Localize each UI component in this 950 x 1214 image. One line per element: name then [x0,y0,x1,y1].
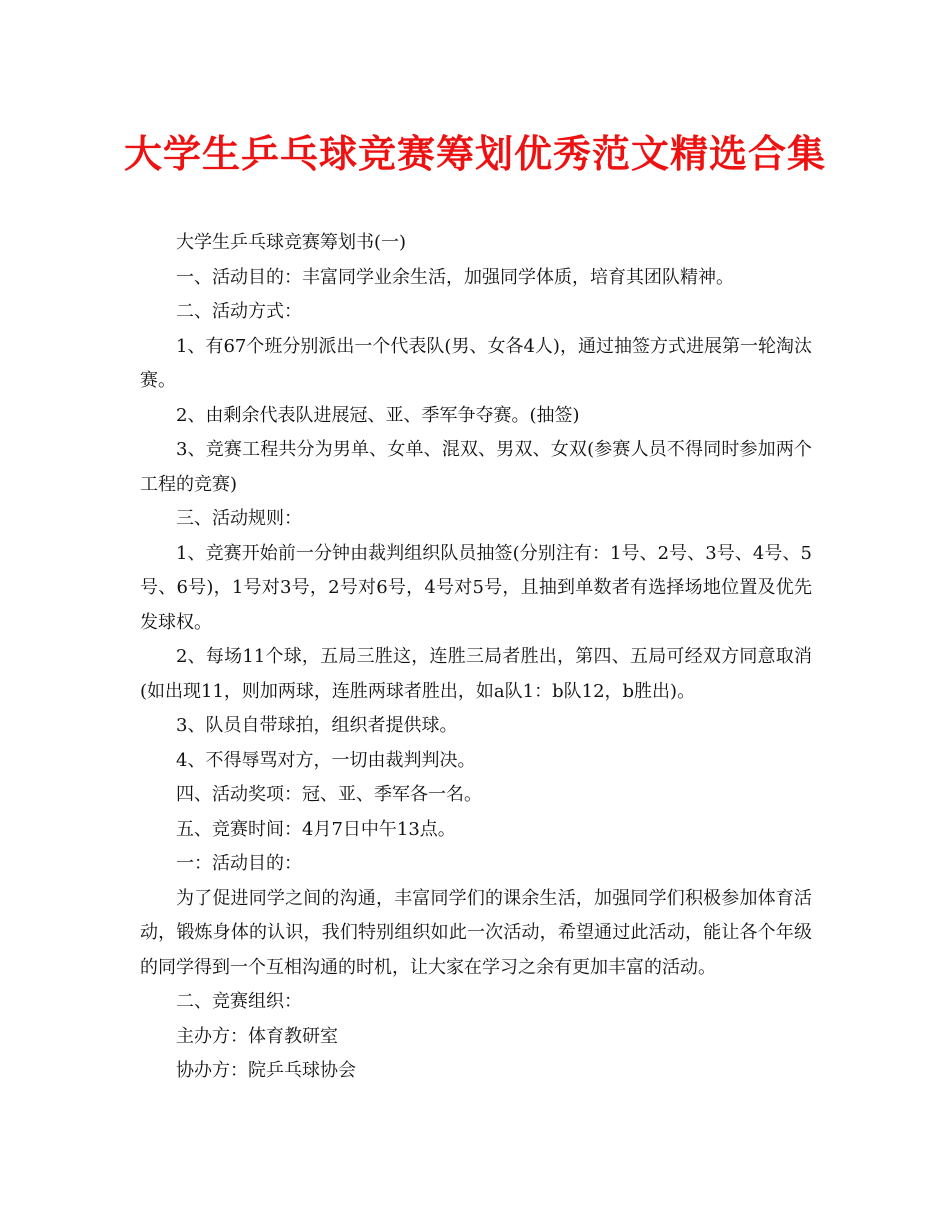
paragraph-format-heading: 二、活动方式： [176,301,302,322]
paragraph-rule-4: 4、不得辱骂对方，一切由裁判判决。 [176,749,476,771]
paragraph-host: 主办方：体育教研室 [176,1025,338,1047]
paragraph-rule-2: 2、每场11个球，五局三胜这，连胜三局者胜出，第四、五局可经双方同意取消(如出现11，则加两球，连胜两球者胜出，如a队1：b队12，b胜出)。 [140,646,812,702]
paragraph-format-2: 2、由剩余代表队进展冠、亚、季军争夺赛。(抽签) [176,404,580,426]
paragraph-purpose-heading-2: 一：活动目的： [176,853,302,874]
paragraph-co-host: 协办方：院乒乓球协会 [176,1060,356,1081]
document-title: 大学生乒乓球竞赛筹划优秀范文精选合集 [123,131,826,176]
paragraph-subtitle: 大学生乒乓球竞赛筹划书(一) [176,232,407,253]
paragraph-purpose-text-2: 为了促进同学之间的沟通，丰富同学们的课余生活，加强同学们积极参加体育活动，锻炼身体的认识，我们特别组织如此一次活动，希望通过此活动，能让各个年级的同学得到一个互相沟通的时机，让大家在学习之余有更加丰富的活动。 [140,887,812,978]
paragraph-format-1: 1、有67个班分别派出一个代表队(男、女各4人)，通过抽签方式进展第一轮淘汰赛。 [140,335,812,391]
paragraph-awards: 四、活动奖项：冠、亚、季军各一名。 [176,784,482,805]
document-body [140,226,812,1089]
paragraph-format-3: 3、竞赛工程共分为男单、女单、混双、男双、女双(参赛人员不得同时参加两个工程的竞赛) [140,439,812,495]
paragraph-time: 五、竞赛时间：4月7日中午13点。 [176,818,456,840]
paragraph-rules-heading: 三、活动规则： [176,508,302,529]
paragraph-purpose: 一、活动目的：丰富同学业余生活，加强同学体质，培育其团队精神。 [176,266,734,288]
paragraph-rule-3: 3、队员自带球拍，组织者提供球。 [176,715,458,736]
paragraph-rule-1: 1、竞赛开始前一分钟由裁判组织队员抽签(分别注有：1号、2号、3号、4号、5号、6号)，1号对3号，2号对6号，4号对5号，且抽到单数者有选择场地位置及优先发球权。 [140,542,812,633]
paragraph-organization-heading: 二、竞赛组织： [176,991,302,1012]
